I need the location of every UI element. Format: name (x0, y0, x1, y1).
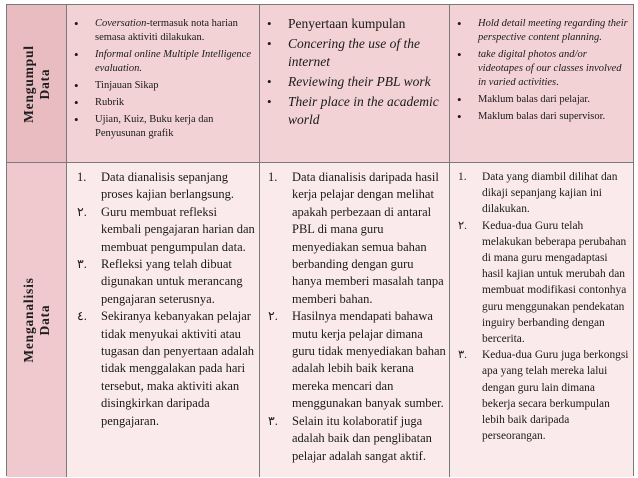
list-item (71, 48, 257, 76)
row-label-line: Data (36, 304, 52, 336)
item-text: Data yang diambil dilihat dan dikaji sepanjang kajian ini dilakukan. (482, 171, 618, 216)
list-number: 1. (77, 170, 87, 184)
list-item (454, 218, 631, 348)
item-emphasis: Reviewing their PBL work (288, 74, 431, 89)
list-item (71, 17, 257, 45)
list-item (71, 79, 257, 93)
row-header-cell (7, 5, 67, 162)
item-text: Rubrik (95, 97, 125, 108)
item-emphasis: Concering the use of the internet (288, 36, 420, 69)
item-text: Sekiranya kebanyakan pelajar tidak menyukai aktiviti atau tugasan dan penyertaan adalah tidak menggalakan pada hari tersebut, maka aktiviti akan disingkirkan daripada pengajaran. (101, 309, 255, 428)
bullet-icon: • (267, 74, 272, 89)
row-label-mengumpul-data (21, 45, 53, 123)
item-text: Penyertaan kumpulan (288, 16, 406, 31)
row-label-line: Data (36, 68, 52, 99)
bullet-icon: • (74, 78, 79, 93)
list-number: ٢. (268, 309, 278, 324)
bullet-icon: • (74, 112, 79, 127)
item-text: Refleksi yang telah dibuat digunakan untuk merancang pengajaran seterusnya. (101, 257, 243, 306)
list-item (264, 73, 446, 91)
bullet-icon: • (267, 94, 272, 109)
row-header-cell (7, 163, 67, 477)
list-item (454, 17, 632, 45)
list-item (454, 110, 632, 124)
item-text: Selain itu kolaboratif juga adalah baik dan penglibatan pelajar adalah sangat aktif. (292, 413, 432, 463)
list-number: ٣. (268, 413, 278, 428)
list-item (73, 256, 257, 308)
list-item (71, 96, 257, 110)
list-item (264, 413, 446, 465)
list-item (73, 169, 257, 204)
item-text: Kedua-dua Guru juga berkongsi apa yang telah mereka lalui dengan guru lain dimana bekerja secara berkumpulan lebih baik daripada perseorangan. (482, 349, 629, 443)
bullet-list (454, 17, 632, 127)
row-label-line: Menganalisis (20, 277, 36, 363)
row-label-menganalisis-data (21, 277, 53, 362)
list-item (454, 347, 631, 444)
item-text: Data dianalisis daripada hasil kerja pelajar dengan melihat apakah perbezaan di antaral PBL di mana guru menyediakan semua bahan berbanding dengan guru hanya memberi masalah tanpa memberi bahan. (292, 170, 444, 306)
cell-analyse-col2 (260, 163, 450, 477)
list-item (454, 48, 632, 90)
bullet-icon: • (457, 109, 462, 124)
item-emphasis: Coversation (95, 18, 147, 29)
list-item (264, 308, 446, 412)
cell-analyse-col1 (67, 163, 260, 477)
list-item (264, 93, 446, 129)
cell-collect-col2 (260, 5, 450, 162)
item-emphasis: Their place in the academic world (288, 94, 439, 127)
cell-analyse-col3 (450, 163, 635, 477)
item-text: Kedua-dua Guru telah melakukan beberapa perubahan di mana guru mengadaptasi hasil kajian untuk merubah dan membuat modifikasi contonhya guru menggunakan pendekatan inguiry berbanding dengan bercerita. (482, 219, 627, 346)
item-emphasis: Hold detail meeting regarding their perspective content planning. (478, 18, 628, 43)
bullet-list (71, 17, 257, 144)
list-number: ٢. (77, 204, 87, 219)
list-number: 1. (458, 171, 467, 183)
item-text: Ujian, Kuiz, Buku kerja dan Penyusunan grafik (95, 114, 214, 139)
list-item (264, 169, 446, 308)
list-item (454, 169, 631, 218)
bullet-icon: • (74, 47, 79, 62)
item-text: Maklum balas dari pelajar. (478, 94, 590, 105)
row-label-line: Mengumpul (20, 44, 36, 123)
bullet-icon: • (457, 92, 462, 107)
list-number: ٤. (77, 309, 87, 324)
row-mengumpul-data (7, 5, 633, 163)
list-number: 1. (268, 170, 278, 184)
bullet-icon: • (267, 36, 272, 51)
item-emphasis: Informal online Multiple Intelligence evaluation. (95, 49, 252, 74)
item-text: Guru membuat refleksi kembali pengajaran harian dan membuat pengumpulan data. (101, 204, 255, 254)
cell-collect-col3 (450, 5, 635, 162)
bullet-icon: • (74, 95, 79, 110)
list-item (71, 113, 257, 141)
bullet-icon: • (457, 47, 462, 62)
bullet-icon: • (267, 16, 272, 31)
list-item (454, 93, 632, 107)
item-text: Maklum balas dari supervisor. (478, 111, 606, 122)
cell-collect-col1 (67, 5, 260, 162)
bullet-icon: • (74, 16, 79, 31)
list-item (73, 204, 257, 256)
item-emphasis: take digital photos and/or videotapes of our classes involved in varied activities (478, 49, 622, 88)
item-text: Hasilnya mendapati bahawa mutu kerja pelajar dimana guru tidak menyediakan bahan adalah lebih baik kerana mereka mencari dan menggunakan banyak sumber. (292, 309, 446, 411)
list-number: ٢. (458, 219, 467, 232)
item-text: -termasuk nota harian semasa aktiviti dilakukan. (95, 18, 238, 43)
numbered-list (454, 169, 631, 444)
list-number: ٣. (458, 349, 467, 362)
data-table (6, 4, 634, 476)
list-item (264, 15, 446, 33)
list-number: ٣. (77, 257, 87, 272)
item-text: Tinjauan Sikap (95, 80, 159, 91)
bullet-icon: • (457, 16, 462, 31)
numbered-list (264, 169, 446, 465)
numbered-list (73, 169, 257, 430)
bullet-list (264, 15, 446, 131)
item-text: . (556, 77, 559, 88)
item-text: Data dianalisis sepanjang proses kajian berlangsung. (101, 170, 234, 202)
list-item (73, 308, 257, 430)
list-item (264, 35, 446, 71)
row-menganalisis-data (7, 163, 633, 477)
